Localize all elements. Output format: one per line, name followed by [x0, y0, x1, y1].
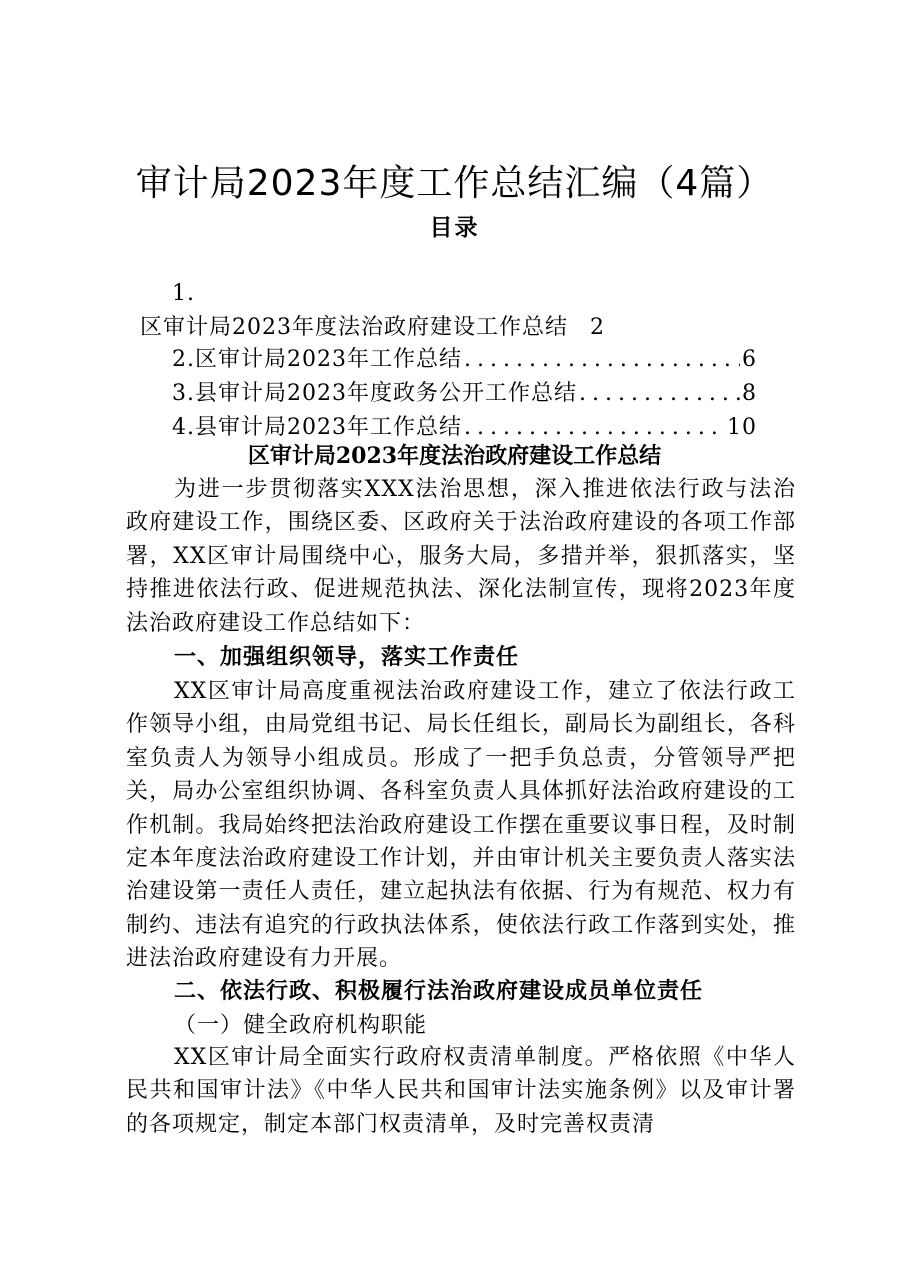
toc-item-1-number[interactable]: 1.	[172, 281, 195, 306]
paragraph-2: XX区审计局全面实行政府权责清单制度。严格依照《中华人民共和国审计法》《中华人民共和国审计法实施条例》以及审计署的各项规定，制定本部门权责清单，及时完善权责清	[126, 1045, 796, 1137]
toc-item-page: 8	[742, 381, 757, 406]
toc-item-1[interactable]	[140, 310, 605, 346]
toc-item-number: 3.	[172, 381, 195, 406]
toc-item-page: 2	[590, 315, 605, 340]
toc-item-page: 10	[727, 415, 757, 440]
toc-item-number: 4.	[172, 415, 195, 440]
paragraph-1: XX区审计局高度重视法治政府建设工作，建立了依法行政工作领导小组，由局党组书记、局长任组长，副局长为副组长，各科室负责人为领导小组成员。形成了一把手负总责，分管领导严把关，局办公室组织协调、各科室负责人具体抓好法治政府建设的工作机制。我局始终把法治政府建设工作摆在重要议事日程，及时制定本年度法治政府建设工作计划，并由审计机关主要负责人落实法治建设第一责任人责任，建立起执法有依据、行为有规范、权力有制约、违法有追究的行政执法体系，使依法行政工作落到实处，推进法治政府建设有力开展。	[126, 679, 796, 972]
toc-item-label: 县审计局2023年度政务公开工作总结	[195, 381, 577, 406]
document-title: 审计局2023年度工作总结汇编（4篇）	[135, 163, 774, 204]
heading-1: 一、加强组织领导，落实工作责任	[174, 645, 520, 670]
intro-paragraph: 为进一步贯彻落实XXX法治思想，深入推进依法行政与法治政府建设工作，围绕区委、区政府关于法治政府建设的各项工作部署，XX区审计局围绕中心，服务大局，多措并举，狠抓落实，坚持推进依法行政、促进规范执法、深化法制宣传，现将2023年度法治政府建设工作总结如下：	[126, 477, 796, 636]
toc-item-label: 县审计局2023年工作总结	[195, 415, 462, 440]
toc-item-3[interactable]	[172, 376, 757, 412]
toc-item-number: 2.	[172, 347, 195, 372]
toc-item-page: 6	[742, 347, 757, 372]
heading-2: 二、依法行政、积极履行法治政府建设成员单位责任	[174, 979, 704, 1004]
toc-item-label: 区审计局2023年度法治政府建设工作总结	[140, 315, 568, 340]
toc-item-2[interactable]	[172, 342, 757, 378]
toc-heading: 目录	[429, 214, 480, 241]
toc-leader-dots	[464, 342, 740, 378]
toc-item-label: 区审计局2023年工作总结	[195, 347, 462, 372]
section-title: 区审计局2023年度法治政府建设工作总结	[247, 443, 662, 469]
toc-leader-dots	[579, 376, 740, 412]
heading-3: （一）健全政府机构职能	[174, 1013, 428, 1038]
